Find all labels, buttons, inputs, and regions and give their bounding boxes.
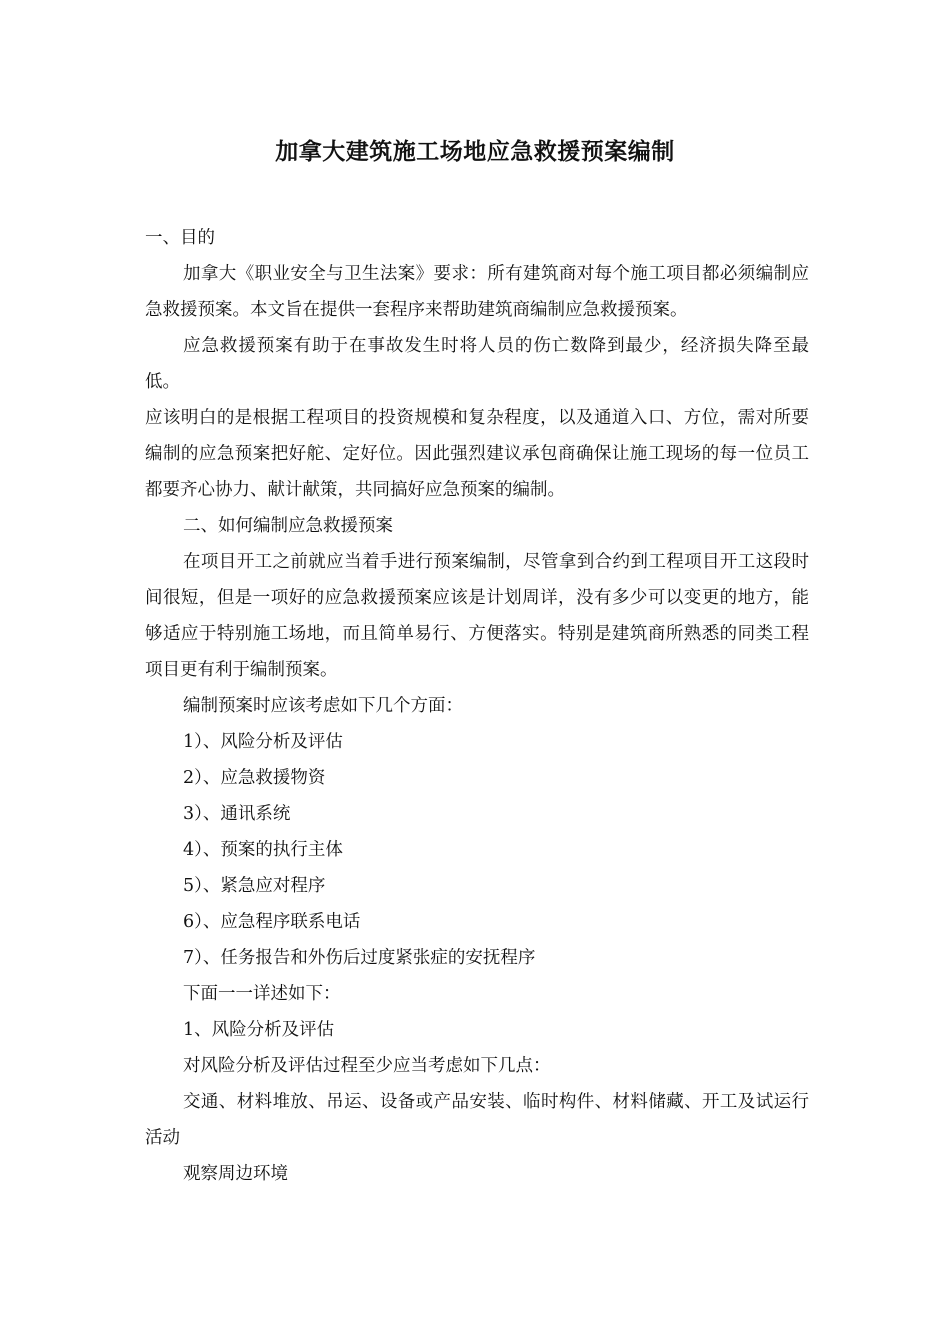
paragraph: 在项目开工之前就应当着手进行预案编制，尽管拿到合约到工程项目开工这段时间很短，但是一项好的应急救援预案应该是计划周详，没有多少可以变更的地方，能够适应于特别施工场地，而且简单易行、方便落实。特别是建筑商所熟悉的同类工程项目更有利于编制预案。 <box>145 552 809 680</box>
list-item: 1）、风险分析及评估 <box>183 732 343 752</box>
section-heading-how-to: 二、如何编制应急救援预案 <box>183 516 393 536</box>
document-title: 加拿大建筑施工场地应急救援预案编制 <box>275 138 675 165</box>
paragraph: 编制预案时应该考虑如下几个方面： <box>183 696 463 716</box>
list-item: 4）、预案的执行主体 <box>183 840 343 860</box>
paragraph: 应急救援预案有助于在事故发生时将人员的伤亡数降到最少，经济损失降至最低。 <box>145 336 809 392</box>
paragraph: 观察周边环境 <box>183 1164 288 1184</box>
paragraph: 交通、材料堆放、吊运、设备或产品安装、临时构件、材料储藏、开工及试运行活动 <box>145 1092 809 1148</box>
section-heading-purpose: 一、目的 <box>145 228 215 248</box>
paragraph: 对风险分析及评估过程至少应当考虑如下几点： <box>183 1056 551 1076</box>
list-item: 7）、任务报告和外伤后过度紧张症的安抚程序 <box>183 948 536 968</box>
paragraph: 下面一一详述如下： <box>183 984 341 1004</box>
list-item: 5）、紧急应对程序 <box>183 876 326 896</box>
paragraph: 应该明白的是根据工程项目的投资规模和复杂程度，以及通道入口、方位，需对所要编制的应急预案把好舵、定好位。因此强烈建议承包商确保让施工现场的每一位员工都要齐心协力、献计献策，共同搞好应急预案的编制。 <box>145 408 809 500</box>
list-item: 6）、应急程序联系电话 <box>183 912 361 932</box>
list-item: 3）、通讯系统 <box>183 804 291 824</box>
list-item: 2）、应急救援物资 <box>183 768 326 788</box>
paragraph: 加拿大《职业安全与卫生法案》要求：所有建筑商对每个施工项目都必须编制应急救援预案。本文旨在提供一套程序来帮助建筑商编制应急救援预案。 <box>145 264 809 320</box>
subsection-heading: 1、风险分析及评估 <box>183 1020 335 1040</box>
document-body <box>145 220 809 1192</box>
